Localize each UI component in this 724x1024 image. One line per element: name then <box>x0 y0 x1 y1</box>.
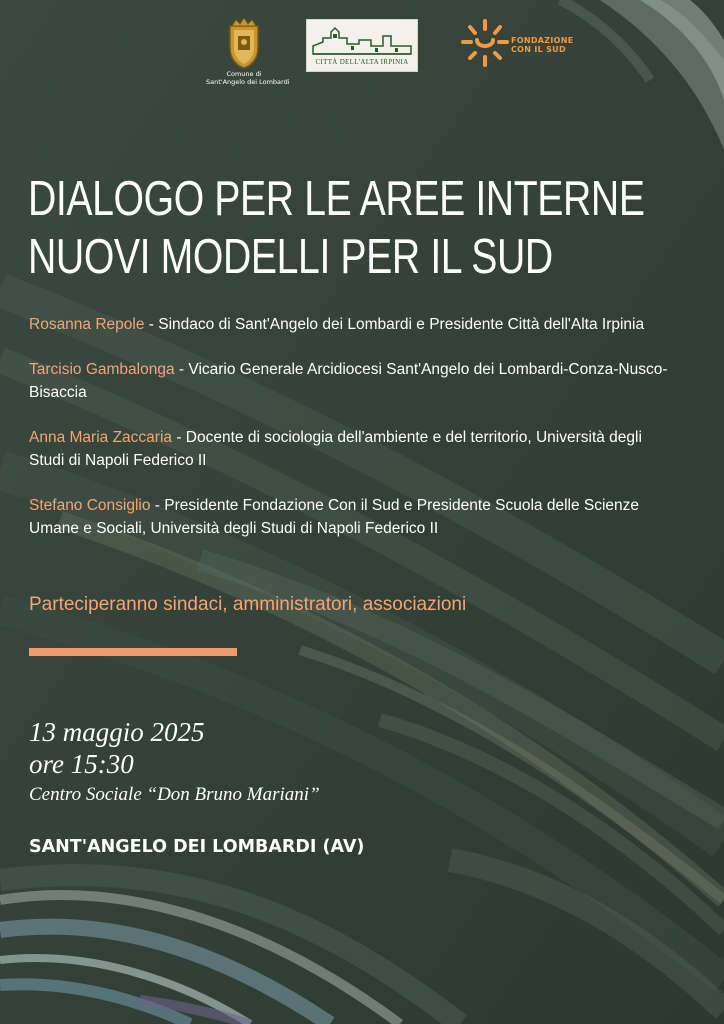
comune-logo <box>206 18 290 90</box>
speaker-item <box>29 313 679 336</box>
coat-of-arms-icon <box>224 18 264 70</box>
town-skyline-icon <box>311 24 413 56</box>
accent-divider <box>29 648 237 656</box>
speaker-role: - Docente di sociologia dell'ambiente e del territorio, Università degli Studi di Napoli Federico II <box>29 429 642 469</box>
speaker-role: - Vicario Generale Arcidiocesi Sant'Angelo dei Lombardi-Conza-Nusco-Bisaccia <box>29 361 668 401</box>
alta-irpinia-text: CITTÀ DELL'ALTA IRPINIA <box>315 58 409 66</box>
event-date: 13 maggio 2025 <box>29 717 205 747</box>
comune-caption-line2: Sant'Angelo dei Lombardi <box>206 78 290 86</box>
event-details <box>29 716 320 810</box>
speaker-name: Tarcisio Gambalonga <box>29 361 175 378</box>
event-time: ore 15:30 <box>29 749 134 779</box>
alta-irpinia-logo <box>306 19 418 72</box>
participants-note: Parteciperanno sindaci, amministratori, associazioni <box>29 594 467 615</box>
speaker-name: Stefano Consiglio <box>29 497 151 514</box>
title-line-1: DIALOGO PER LE AREE INTERNE <box>28 172 645 226</box>
speaker-name: Rosanna Repole <box>29 316 145 333</box>
sun-rays-icon <box>460 18 510 68</box>
fondazione-text-line1: FONDAZIONE <box>511 36 574 45</box>
event-venue: Centro Sociale “Don Bruno Mariani” <box>29 784 320 805</box>
comune-caption-line1: Comune di <box>226 70 262 78</box>
speaker-name: Anna Maria Zaccaria <box>29 429 173 446</box>
speaker-item <box>29 494 679 540</box>
speaker-role: - Sindaco di Sant'Angelo dei Lombardi e Presidente Città dell'Alta Irpinia <box>144 316 645 333</box>
event-city: SANT'ANGELO DEI LOMBARDI (AV) <box>29 837 365 857</box>
speakers-list <box>29 313 679 562</box>
speaker-item <box>29 358 679 404</box>
fondazione-text-line2: CON IL SUD <box>511 45 566 54</box>
fondazione-logo <box>460 18 580 70</box>
speaker-item <box>29 426 679 472</box>
speaker-role: - Presidente Fondazione Con il Sud e Presidente Scuola delle Scienze Umane e Sociali, Università degli Studi di Napoli Federico II <box>29 497 640 537</box>
event-title <box>28 170 645 286</box>
title-line-2: NUOVI MODELLI PER IL SUD <box>28 230 553 284</box>
